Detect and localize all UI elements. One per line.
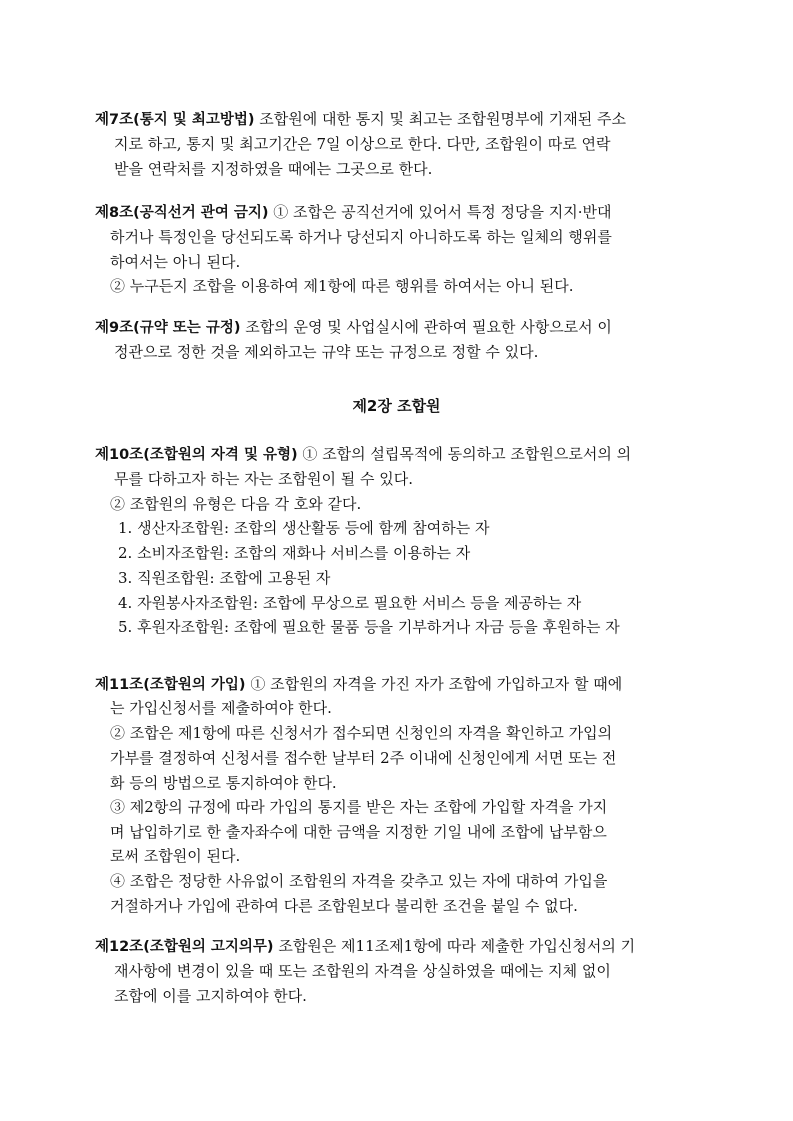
article8-line3 xyxy=(0,250,793,274)
article7-text-3: 받을 연락처를 지정하였을 때에는 그곳으로 한다. xyxy=(114,160,433,178)
article10-item4 xyxy=(0,591,793,615)
article11-text-3: ② 조합은 제1항에 따른 신청서가 접수되면 신청인의 자격을 확인하고 가입의 xyxy=(110,724,613,742)
article10-text-8: 5. 후원자조합원: 조합에 필요한 물품 등을 기부하거나 자금 등을 후원하는 자 xyxy=(118,618,620,636)
article8-text-2: 하거나 특정인을 당선되도록 하거나 당선되지 아니하도록 하는 일체의 행위를 xyxy=(110,228,612,246)
article8-line1 xyxy=(0,200,793,224)
article12-heading: 제12조(조합원의 고지의무) xyxy=(95,939,274,955)
article12-text-2: 재사항에 변경이 있을 때 또는 조합원의 자격을 상실하였을 때에는 지체 없이 xyxy=(114,962,611,980)
article10-text-4: 1. 생산자조합원: 조합의 생산활동 등에 함께 참여하는 자 xyxy=(118,519,490,537)
article9-text-1: 조합의 운영 및 사업실시에 관하여 필요한 사항으로서 이 xyxy=(240,318,612,336)
article10-line3 xyxy=(0,492,793,516)
article11-text-5: 화 등의 방법으로 통지하여야 한다. xyxy=(110,774,337,792)
article10-text-3: ② 조합원의 유형은 다음 각 호와 같다. xyxy=(110,495,362,513)
chapter-title: 제2장 조합원 xyxy=(352,397,441,415)
article11-line9 xyxy=(0,869,793,893)
article7-line3 xyxy=(0,157,793,181)
article10-text-2: 무를 다하고자 하는 자는 조합원이 될 수 있다. xyxy=(114,470,413,488)
article10-item2 xyxy=(0,541,793,565)
article12-line1 xyxy=(0,934,793,958)
article11-text-6: ③ 제2항의 규정에 따라 가입의 통지를 받은 자는 조합에 가입할 자격을 가지 xyxy=(110,798,608,816)
article10-item1 xyxy=(0,516,793,540)
article11-text-4: 가부를 결정하여 신청서를 접수한 날부터 2주 이내에 신청인에게 서면 또는 전 xyxy=(110,749,617,767)
article12-line3 xyxy=(0,984,793,1008)
article8-line2 xyxy=(0,225,793,249)
article7-heading: 제7조(통지 및 최고방법) xyxy=(95,112,255,128)
article8-text-1: ① 조합은 공직선거에 있어서 특정 정당을 지지·반대 xyxy=(268,203,612,221)
article7-text-1: 조합원에 대한 통지 및 최고는 조합원명부에 기재된 주소 xyxy=(254,110,626,128)
article9-text-2: 정관으로 정한 것을 제외하고는 규약 또는 규정으로 정할 수 있다. xyxy=(114,343,539,361)
article11-line2 xyxy=(0,696,793,720)
article11-line4 xyxy=(0,746,793,770)
article11-heading: 제11조(조합원의 가입) xyxy=(95,677,246,693)
article12-line2 xyxy=(0,959,793,983)
article10-text-5: 2. 소비자조합원: 조합의 재화나 서비스를 이용하는 자 xyxy=(118,544,471,562)
article11-text-10: 거절하거나 가입에 관하여 다른 조합원보다 불리한 조건을 붙일 수 없다. xyxy=(110,897,578,915)
article7-line2 xyxy=(0,132,793,156)
article11-text-9: ④ 조합은 정당한 사유없이 조합원의 자격을 갖추고 있는 자에 대하여 가입을 xyxy=(110,872,608,890)
article12-text-3: 조합에 이를 고지하여야 한다. xyxy=(114,987,307,1005)
article11-line3 xyxy=(0,721,793,745)
article11-text-1: ① 조합원의 자격을 가진 자가 조합에 가입하고자 할 때에 xyxy=(245,675,623,693)
article7-line1 xyxy=(0,107,793,131)
article9-heading: 제9조(규약 또는 규정) xyxy=(95,320,241,336)
article8-heading: 제8조(공직선거 관여 금지) xyxy=(95,205,269,221)
article10-line1 xyxy=(0,442,793,466)
article8-text-4: ② 누구든지 조합을 이용하여 제1항에 따른 행위를 하여서는 아니 된다. xyxy=(110,277,574,295)
article11-line1 xyxy=(0,672,793,696)
article10-item5 xyxy=(0,615,793,639)
article11-line7 xyxy=(0,820,793,844)
article11-line6 xyxy=(0,795,793,819)
article10-heading: 제10조(조합원의 자격 및 유형) xyxy=(95,447,298,463)
article9-line2 xyxy=(0,340,793,364)
article10-line2 xyxy=(0,467,793,491)
article11-line5 xyxy=(0,771,793,795)
article10-text-1: ① 조합의 설립목적에 동의하고 조합원으로서의 의 xyxy=(297,445,632,463)
article7-text-2: 지로 하고, 통지 및 최고기간은 7일 이상으로 한다. 다만, 조합원이 따로 연락 xyxy=(114,135,611,153)
article11-text-8: 로써 조합원이 된다. xyxy=(110,847,241,865)
article10-item3 xyxy=(0,566,793,590)
article10-text-6: 3. 직원조합원: 조합에 고용된 자 xyxy=(118,569,331,587)
article8-text-3: 하여서는 아니 된다. xyxy=(110,253,241,271)
article11-text-2: 는 가입신청서를 제출하여야 한다. xyxy=(110,699,332,717)
article11-text-7: 며 납입하기로 한 출자좌수에 대한 금액을 지정한 기일 내에 조합에 납부함으 xyxy=(110,823,607,841)
article11-line10 xyxy=(0,894,793,918)
article10-text-7: 4. 자원봉사자조합원: 조합에 무상으로 필요한 서비스 등을 제공하는 자 xyxy=(118,594,582,612)
article8-line4 xyxy=(0,274,793,298)
article9-line1 xyxy=(0,315,793,339)
article11-line8 xyxy=(0,844,793,868)
article12-text-1: 조합원은 제11조제1항에 따라 제출한 가입신청서의 기 xyxy=(273,937,636,955)
